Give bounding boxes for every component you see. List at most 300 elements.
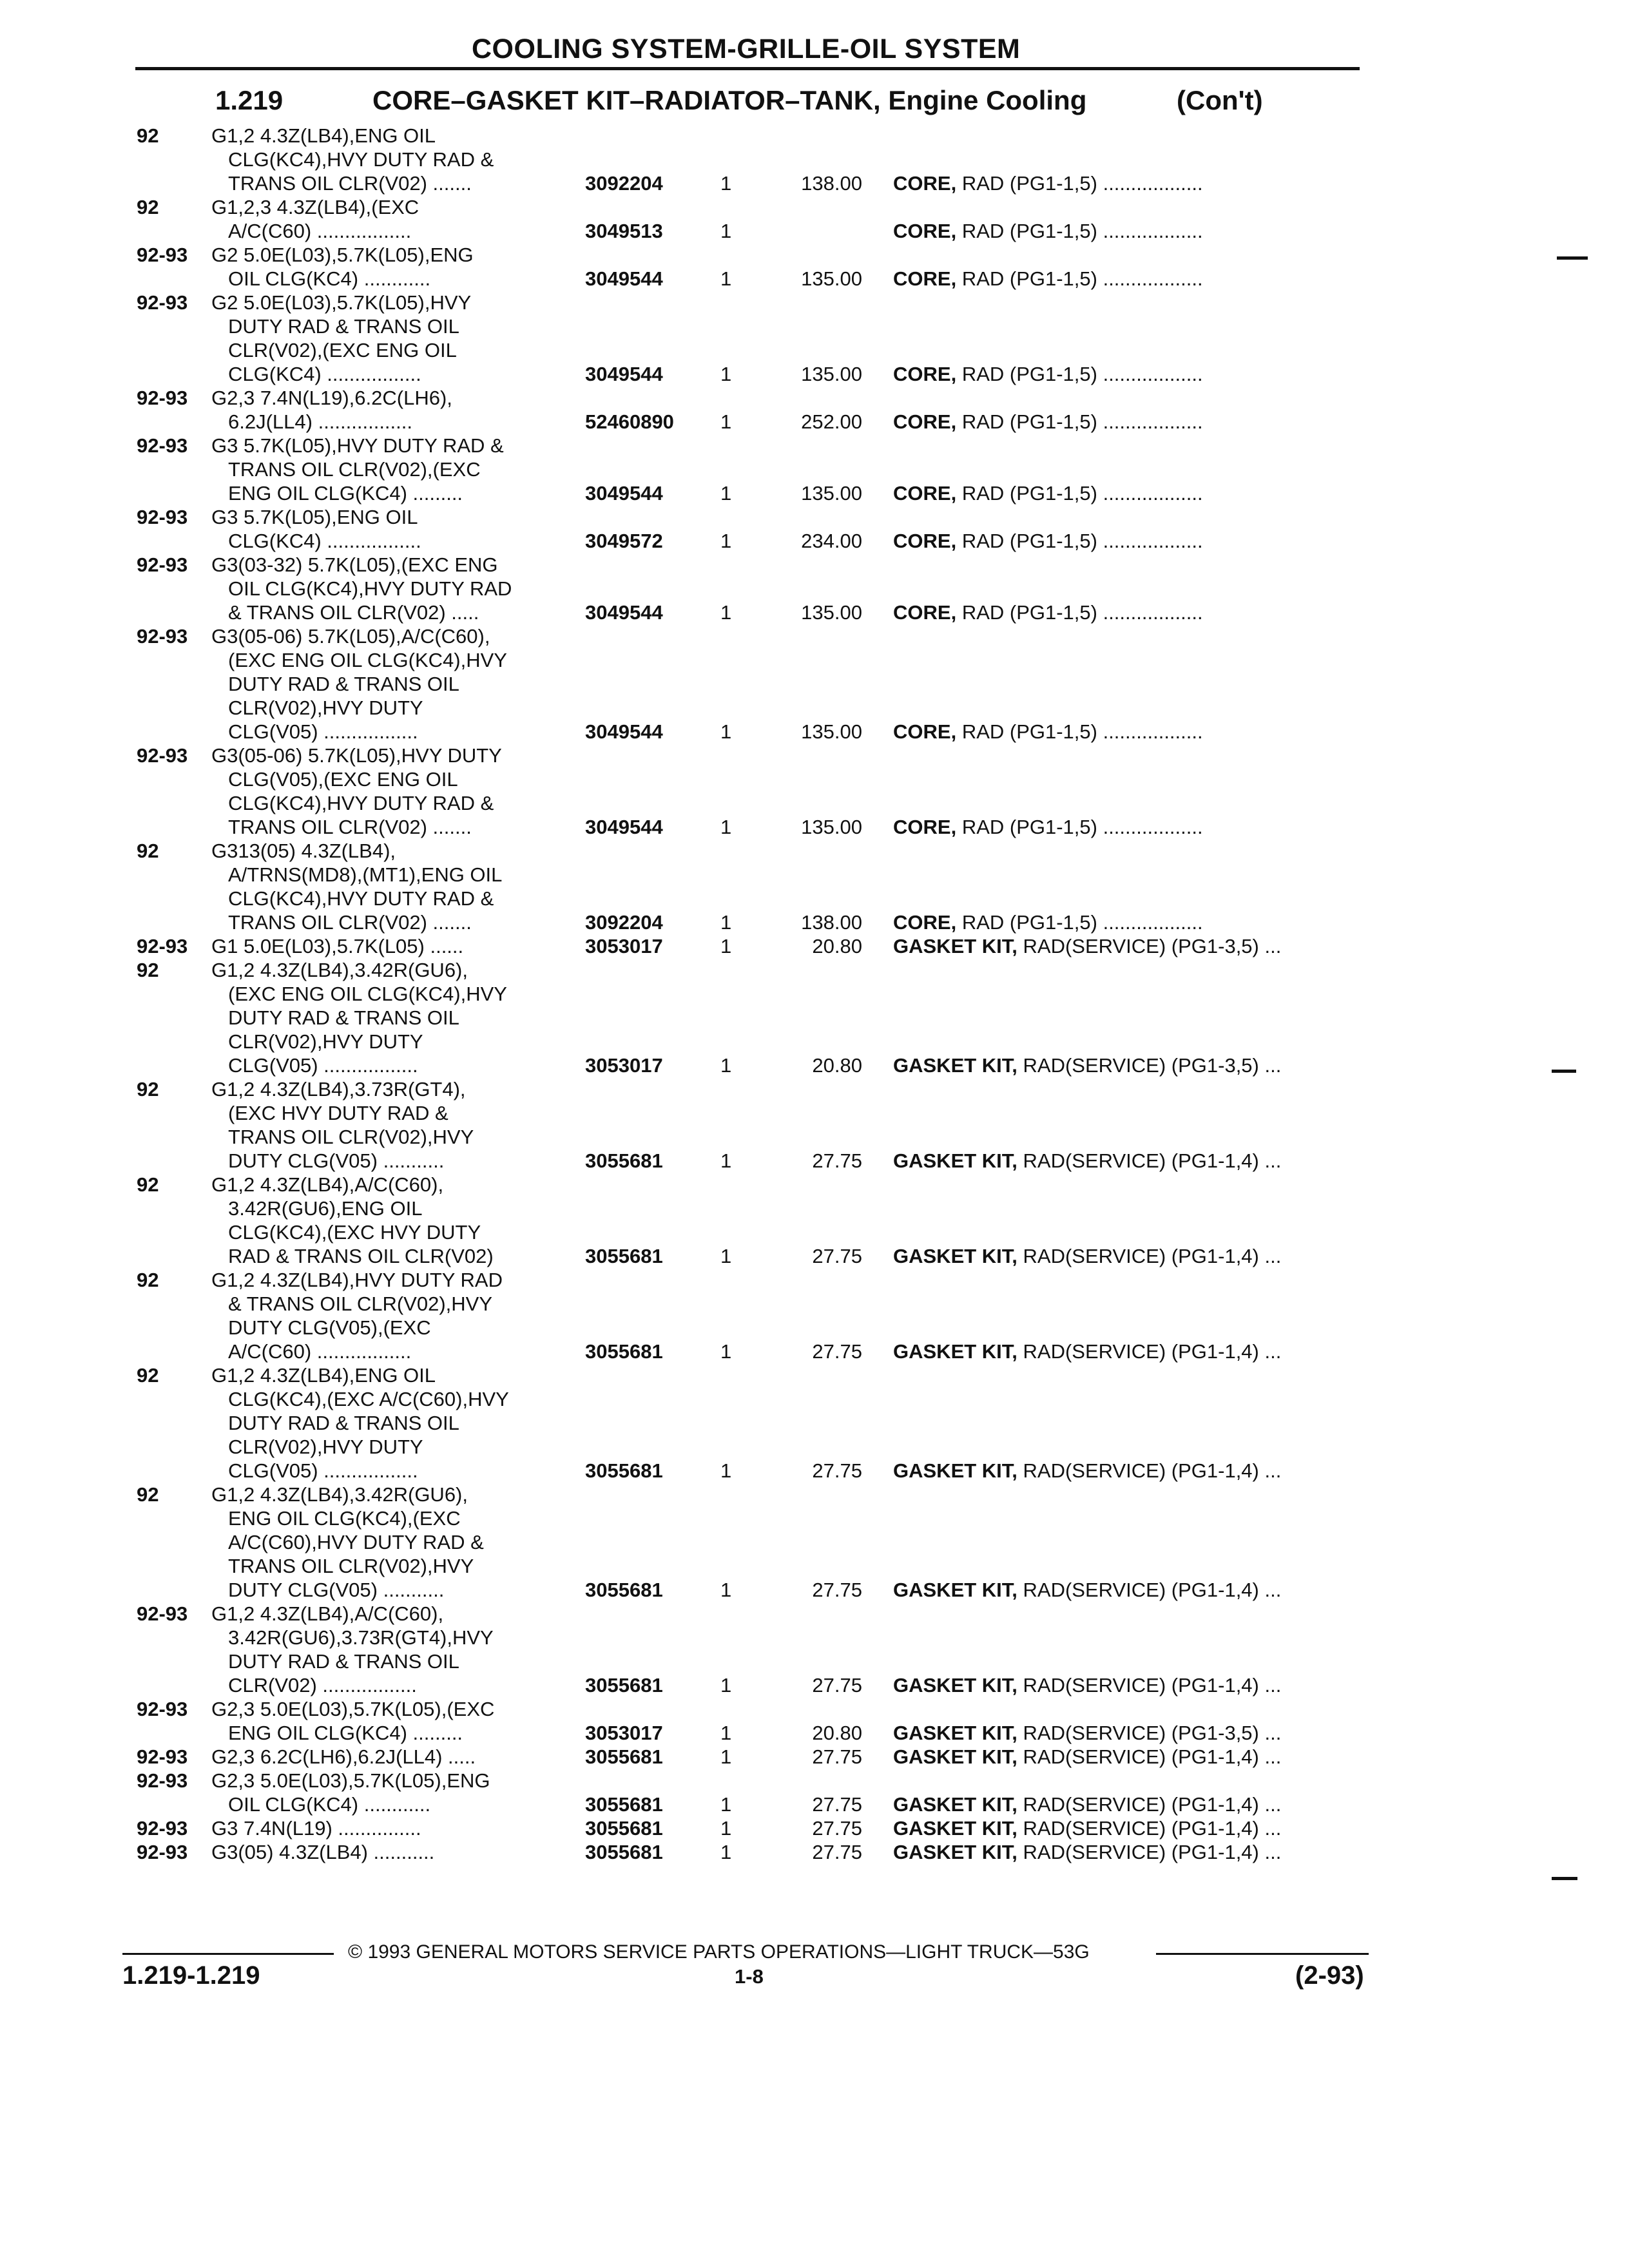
margin-mark — [1557, 256, 1588, 260]
price: 27.75 — [812, 1841, 862, 1863]
part-number: 3055681 — [585, 1579, 663, 1601]
application-description: CLR(V02),HVY DUTY — [228, 1030, 423, 1053]
quantity: 1 — [720, 816, 732, 838]
part-number: 3055681 — [585, 1459, 663, 1482]
application-description: DUTY CLG(V05),(EXC — [228, 1316, 431, 1339]
application-description: G2,3 5.0E(L03),5.7K(L05),(EXC — [211, 1698, 495, 1720]
part-name: GASKET KIT, — [893, 1054, 1017, 1077]
part-entry-continuation — [0, 1792, 1629, 1816]
part-entry-row — [0, 624, 1629, 648]
part-description — [893, 1244, 1357, 1268]
quantity: 1 — [720, 1054, 732, 1077]
quantity: 1 — [720, 220, 732, 242]
part-entry-continuation — [0, 171, 1629, 195]
part-detail: RAD (PG1-1,5) .................. — [961, 601, 1203, 624]
application-description: TRANS OIL CLR(V02) ....... — [228, 172, 472, 195]
application-description: ENG OIL CLG(KC4),(EXC — [228, 1507, 461, 1530]
part-entry-continuation — [0, 1101, 1629, 1125]
price: 27.75 — [812, 1817, 862, 1840]
part-entry-row — [0, 1363, 1629, 1387]
part-detail: RAD (PG1-1,5) .................. — [961, 172, 1203, 195]
part-entry-continuation — [0, 148, 1629, 171]
part-entry-continuation — [0, 672, 1629, 696]
quantity: 1 — [720, 530, 732, 552]
part-entry-continuation — [0, 1340, 1629, 1363]
quantity: 1 — [720, 911, 732, 934]
part-entry-row — [0, 958, 1629, 982]
application-description: A/C(C60),HVY DUTY RAD & — [228, 1531, 484, 1553]
application-description: G3(05-06) 5.7K(L05),HVY DUTY — [211, 744, 502, 767]
price: 135.00 — [801, 363, 862, 385]
quantity: 1 — [720, 482, 732, 505]
header-rule — [135, 67, 1360, 70]
part-number: 3049544 — [585, 720, 663, 743]
quantity: 1 — [720, 935, 732, 957]
part-description — [893, 362, 1357, 386]
application-description: 3.42R(GU6),3.73R(GT4),HVY — [228, 1626, 494, 1649]
price: 20.80 — [812, 935, 862, 957]
part-entry-continuation — [0, 815, 1629, 839]
parts-list — [0, 124, 1629, 1864]
part-entry-row — [0, 434, 1629, 457]
application-description: & TRANS OIL CLR(V02),HVY — [228, 1293, 493, 1315]
part-number: 52460890 — [585, 410, 674, 433]
price: 252.00 — [801, 410, 862, 433]
application-description: G2,3 6.2C(LH6),6.2J(LL4) ..... — [211, 1745, 476, 1768]
part-name: CORE, — [893, 530, 957, 552]
part-entry-continuation — [0, 267, 1629, 291]
part-entry-row — [0, 1769, 1629, 1792]
part-description — [893, 815, 1357, 839]
part-detail: RAD(SERVICE) (PG1-1,4) ... — [1023, 1340, 1282, 1363]
copyright-line: © 1993 GENERAL MOTORS SERVICE PARTS OPERATIONS—LIGHT TRUCK—53G — [348, 1941, 1090, 1963]
application-description: G1,2 4.3Z(LB4),ENG OIL — [211, 124, 436, 147]
application-description: TRANS OIL CLR(V02) ....... — [228, 911, 472, 934]
application-description: CLG(KC4),HVY DUTY RAD & — [228, 148, 494, 171]
application-description: 3.42R(GU6),ENG OIL — [228, 1197, 423, 1220]
part-name: CORE, — [893, 816, 957, 838]
quantity: 1 — [720, 1817, 732, 1840]
margin-mark — [1552, 1070, 1576, 1073]
price: 135.00 — [801, 267, 862, 290]
part-entry-continuation — [0, 1196, 1629, 1220]
model-year: 92-93 — [137, 1698, 188, 1720]
part-entry-continuation — [0, 982, 1629, 1006]
part-entry-continuation — [0, 577, 1629, 601]
part-detail: RAD(SERVICE) (PG1-3,5) ... — [1023, 1722, 1282, 1744]
model-year: 92-93 — [137, 1841, 188, 1863]
section-title: COOLING SYSTEM-GRILLE-OIL SYSTEM — [472, 34, 1021, 64]
part-number: 3055681 — [585, 1674, 663, 1696]
application-description: G1,2,3 4.3Z(LB4),(EXC — [211, 196, 419, 218]
part-detail: RAD(SERVICE) (PG1-1,4) ... — [1023, 1579, 1282, 1601]
model-year: 92-93 — [137, 1817, 188, 1840]
part-detail: RAD (PG1-1,5) .................. — [961, 363, 1203, 385]
part-entry-continuation — [0, 1006, 1629, 1030]
part-entry-continuation — [0, 1220, 1629, 1244]
part-detail: RAD (PG1-1,5) .................. — [961, 911, 1203, 934]
model-year: 92-93 — [137, 506, 188, 528]
application-description: CLG(V05) ................. — [228, 1459, 418, 1482]
quantity: 1 — [720, 1149, 732, 1172]
part-entry-continuation — [0, 887, 1629, 910]
part-description — [893, 1840, 1357, 1864]
quantity: 1 — [720, 720, 732, 743]
quantity: 1 — [720, 1459, 732, 1482]
part-number: 3053017 — [585, 935, 663, 957]
part-name: GASKET KIT, — [893, 1459, 1017, 1482]
part-entry-row — [0, 1816, 1629, 1840]
price: 135.00 — [801, 816, 862, 838]
part-entry-continuation — [0, 1554, 1629, 1578]
model-year: 92 — [137, 1078, 159, 1100]
application-description: TRANS OIL CLR(V02),HVY — [228, 1555, 474, 1577]
part-entry-continuation — [0, 648, 1629, 672]
part-entry-continuation — [0, 1030, 1629, 1053]
part-name: GASKET KIT, — [893, 1340, 1017, 1363]
part-entry-continuation — [0, 1649, 1629, 1673]
price: 20.80 — [812, 1722, 862, 1744]
part-name: CORE, — [893, 720, 957, 743]
margin-mark — [1552, 1877, 1577, 1880]
quantity: 1 — [720, 267, 732, 290]
footer-rule — [1156, 1953, 1369, 1955]
part-name: CORE, — [893, 363, 957, 385]
application-description: DUTY RAD & TRANS OIL — [228, 1412, 459, 1434]
part-name: CORE, — [893, 267, 957, 290]
part-detail: RAD(SERVICE) (PG1-1,4) ... — [1023, 1817, 1282, 1840]
part-number: 3055681 — [585, 1817, 663, 1840]
application-description: G3(05) 4.3Z(LB4) ........... — [211, 1841, 435, 1863]
part-number: 3049572 — [585, 530, 663, 552]
price: 27.75 — [812, 1459, 862, 1482]
price: 135.00 — [801, 482, 862, 505]
part-name: GASKET KIT, — [893, 1745, 1017, 1768]
model-year: 92-93 — [137, 1769, 188, 1792]
quantity: 1 — [720, 1722, 732, 1744]
part-detail: RAD (PG1-1,5) .................. — [961, 720, 1203, 743]
model-year: 92-93 — [137, 1602, 188, 1625]
part-entry-continuation — [0, 1578, 1629, 1602]
application-description: DUTY RAD & TRANS OIL — [228, 1006, 459, 1029]
application-description: CLG(V05),(EXC ENG OIL — [228, 768, 458, 791]
quantity: 1 — [720, 1245, 732, 1267]
quantity: 1 — [720, 1674, 732, 1696]
part-entry-row — [0, 553, 1629, 577]
quantity: 1 — [720, 1841, 732, 1863]
part-description — [893, 720, 1357, 744]
part-entry-row — [0, 1602, 1629, 1626]
part-number: 3053017 — [585, 1722, 663, 1744]
part-entry-continuation — [0, 1673, 1629, 1697]
part-entry-continuation — [0, 1053, 1629, 1077]
application-description: G1 5.0E(L03),5.7K(L05) ...... — [211, 935, 464, 957]
part-name: CORE, — [893, 220, 957, 242]
part-entry-continuation — [0, 1149, 1629, 1173]
application-description: CLG(KC4),HVY DUTY RAD & — [228, 887, 494, 910]
part-description — [893, 1578, 1357, 1602]
part-name: CORE, — [893, 172, 957, 195]
quantity: 1 — [720, 1340, 732, 1363]
part-entry-continuation — [0, 481, 1629, 505]
application-description: G3 7.4N(L19) ............... — [211, 1817, 421, 1840]
application-description: G2,3 7.4N(L19),6.2C(LH6), — [211, 387, 452, 409]
part-entry-continuation — [0, 529, 1629, 553]
application-description: DUTY CLG(V05) ........... — [228, 1579, 445, 1601]
part-number: 3055681 — [585, 1745, 663, 1768]
quantity: 1 — [720, 363, 732, 385]
part-entry-continuation — [0, 863, 1629, 887]
part-name: GASKET KIT, — [893, 1245, 1017, 1267]
application-description: CLR(V02) ................. — [228, 1674, 417, 1696]
part-entry-row — [0, 1745, 1629, 1769]
part-description — [893, 601, 1357, 624]
part-name: CORE, — [893, 410, 957, 433]
part-entry-continuation — [0, 219, 1629, 243]
part-entry-row — [0, 195, 1629, 219]
model-year: 92 — [137, 196, 159, 218]
application-description: TRANS OIL CLR(V02) ....... — [228, 816, 472, 838]
part-entry-continuation — [0, 410, 1629, 434]
model-year: 92-93 — [137, 291, 188, 314]
part-description — [893, 219, 1357, 243]
application-description: & TRANS OIL CLR(V02) ..... — [228, 601, 479, 624]
model-year: 92-93 — [137, 744, 188, 767]
part-entry-row — [0, 1173, 1629, 1196]
application-description: CLG(V05) ................. — [228, 720, 418, 743]
footer-range: 1.219-1.219 — [122, 1961, 260, 1990]
footer-date: (2-93) — [1295, 1961, 1364, 1990]
application-description: CLG(KC4),(EXC A/C(C60),HVY — [228, 1388, 509, 1410]
application-description: OIL CLG(KC4) ............ — [228, 267, 431, 290]
part-number: 3055681 — [585, 1793, 663, 1816]
application-description: G1,2 4.3Z(LB4),3.42R(GU6), — [211, 1483, 468, 1506]
model-year: 92 — [137, 1483, 159, 1506]
part-name: CORE, — [893, 911, 957, 934]
application-description: (EXC ENG OIL CLG(KC4),HVY — [228, 983, 507, 1005]
part-description — [893, 1340, 1357, 1363]
price: 27.75 — [812, 1793, 862, 1816]
part-entry-row — [0, 124, 1629, 148]
part-entry-continuation — [0, 338, 1629, 362]
price: 27.75 — [812, 1149, 862, 1172]
part-description — [893, 1459, 1357, 1483]
part-detail: RAD(SERVICE) (PG1-1,4) ... — [1023, 1841, 1282, 1863]
price: 27.75 — [812, 1745, 862, 1768]
part-number: 3055681 — [585, 1340, 663, 1363]
application-description: DUTY RAD & TRANS OIL — [228, 1650, 459, 1673]
part-entry-continuation — [0, 767, 1629, 791]
application-description: 6.2J(LL4) ................. — [228, 410, 412, 433]
model-year: 92-93 — [137, 935, 188, 957]
application-description: OIL CLG(KC4),HVY DUTY RAD — [228, 577, 512, 600]
application-description: G2 5.0E(L03),5.7K(L05),HVY — [211, 291, 472, 314]
part-entry-continuation — [0, 362, 1629, 386]
application-description: G1,2 4.3Z(LB4),3.73R(GT4), — [211, 1078, 466, 1100]
part-detail: RAD(SERVICE) (PG1-1,4) ... — [1023, 1745, 1282, 1768]
application-description: CLG(KC4),HVY DUTY RAD & — [228, 792, 494, 814]
application-description: (EXC HVY DUTY RAD & — [228, 1102, 448, 1124]
part-entry-continuation — [0, 791, 1629, 815]
part-number: 3053017 — [585, 1054, 663, 1077]
part-entry-continuation — [0, 720, 1629, 744]
price: 135.00 — [801, 720, 862, 743]
part-description — [893, 1792, 1357, 1816]
part-description — [893, 1745, 1357, 1769]
application-description: ENG OIL CLG(KC4) ......... — [228, 482, 463, 505]
application-description: A/C(C60) ................. — [228, 1340, 412, 1363]
part-name: CORE, — [893, 601, 957, 624]
price: 27.75 — [812, 1579, 862, 1601]
part-detail: RAD (PG1-1,5) .................. — [961, 267, 1203, 290]
model-year: 92-93 — [137, 244, 188, 266]
model-year: 92-93 — [137, 553, 188, 576]
part-entry-continuation — [0, 1506, 1629, 1530]
price: 234.00 — [801, 530, 862, 552]
application-description: G1,2 4.3Z(LB4),ENG OIL — [211, 1364, 436, 1387]
part-number: 3049544 — [585, 482, 663, 505]
part-detail: RAD (PG1-1,5) .................. — [961, 816, 1203, 838]
part-description — [893, 171, 1357, 195]
part-entry-continuation — [0, 1125, 1629, 1149]
application-description: CLR(V02),(EXC ENG OIL — [228, 339, 457, 361]
part-entry-row — [0, 839, 1629, 863]
application-description: A/C(C60) ................. — [228, 220, 412, 242]
application-description: DUTY CLG(V05) ........... — [228, 1149, 445, 1172]
application-description: G3 5.7K(L05),ENG OIL — [211, 506, 418, 528]
price: 20.80 — [812, 1054, 862, 1077]
model-year: 92-93 — [137, 434, 188, 457]
model-year: 92 — [137, 959, 159, 981]
part-name: GASKET KIT, — [893, 1817, 1017, 1840]
part-detail: RAD(SERVICE) (PG1-1,4) ... — [1023, 1149, 1282, 1172]
model-year: 92 — [137, 124, 159, 147]
part-entry-row — [0, 1268, 1629, 1292]
application-description: DUTY RAD & TRANS OIL — [228, 673, 459, 695]
part-detail: RAD(SERVICE) (PG1-1,4) ... — [1023, 1793, 1282, 1816]
part-number: 3049544 — [585, 816, 663, 838]
part-description — [893, 267, 1357, 291]
part-name: GASKET KIT, — [893, 1722, 1017, 1744]
part-description — [893, 410, 1357, 434]
part-number: 3049544 — [585, 363, 663, 385]
quantity: 1 — [720, 410, 732, 433]
part-entry-continuation — [0, 1411, 1629, 1435]
application-description: ENG OIL CLG(KC4) ......... — [228, 1722, 463, 1744]
part-entry-continuation — [0, 1387, 1629, 1411]
part-entry-row — [0, 744, 1629, 767]
part-description — [893, 1721, 1357, 1745]
part-entry-continuation — [0, 1244, 1629, 1268]
application-description: G1,2 4.3Z(LB4),HVY DUTY RAD — [211, 1269, 503, 1291]
model-year: 92 — [137, 1173, 159, 1196]
part-detail: RAD(SERVICE) (PG1-3,5) ... — [1023, 1054, 1282, 1077]
part-description — [893, 481, 1357, 505]
part-number: 3092204 — [585, 172, 663, 195]
part-detail: RAD(SERVICE) (PG1-1,4) ... — [1023, 1245, 1282, 1267]
part-entry-row — [0, 243, 1629, 267]
part-entry-continuation — [0, 1292, 1629, 1316]
part-detail: RAD(SERVICE) (PG1-1,4) ... — [1023, 1459, 1282, 1482]
model-year: 92-93 — [137, 625, 188, 648]
part-entry-continuation — [0, 314, 1629, 338]
application-description: G3(05-06) 5.7K(L05),A/C(C60), — [211, 625, 490, 648]
part-number: 3055681 — [585, 1841, 663, 1863]
part-name: CORE, — [893, 482, 957, 505]
application-description: CLR(V02),HVY DUTY — [228, 697, 423, 719]
part-number: 3049544 — [585, 601, 663, 624]
price: 138.00 — [801, 911, 862, 934]
quantity: 1 — [720, 601, 732, 624]
part-name: GASKET KIT, — [893, 1841, 1017, 1863]
application-description: G313(05) 4.3Z(LB4), — [211, 840, 396, 862]
part-detail: RAD(SERVICE) (PG1-1,4) ... — [1023, 1674, 1282, 1696]
price: 135.00 — [801, 601, 862, 624]
quantity: 1 — [720, 172, 732, 195]
model-year: 92 — [137, 1364, 159, 1387]
part-description — [893, 934, 1357, 958]
application-description: RAD & TRANS OIL CLR(V02) — [228, 1245, 494, 1267]
part-description — [893, 1816, 1357, 1840]
model-year: 92-93 — [137, 1745, 188, 1768]
part-name: GASKET KIT, — [893, 1674, 1017, 1696]
part-description — [893, 1673, 1357, 1697]
part-name: GASKET KIT, — [893, 935, 1017, 957]
part-number: 3055681 — [585, 1245, 663, 1267]
application-description: CLG(KC4) ................. — [228, 530, 421, 552]
price: 27.75 — [812, 1245, 862, 1267]
model-year: 92 — [137, 840, 159, 862]
quantity: 1 — [720, 1793, 732, 1816]
application-description: G2 5.0E(L03),5.7K(L05),ENG — [211, 244, 474, 266]
part-detail: RAD (PG1-1,5) .................. — [961, 220, 1203, 242]
footer-rule — [122, 1953, 334, 1955]
price: 138.00 — [801, 172, 862, 195]
part-entry-continuation — [0, 457, 1629, 481]
price: 27.75 — [812, 1674, 862, 1696]
application-description: TRANS OIL CLR(V02),(EXC — [228, 458, 481, 481]
part-entry-continuation — [0, 601, 1629, 624]
part-entry-row — [0, 1840, 1629, 1864]
part-entry-continuation — [0, 1435, 1629, 1459]
part-detail: RAD(SERVICE) (PG1-3,5) ... — [1023, 935, 1282, 957]
application-description: G3(03-32) 5.7K(L05),(EXC ENG — [211, 553, 498, 576]
part-description — [893, 1053, 1357, 1077]
part-entry-row — [0, 1697, 1629, 1721]
part-entry-continuation — [0, 910, 1629, 934]
application-description: (EXC ENG OIL CLG(KC4),HVY — [228, 649, 507, 671]
application-description: G1,2 4.3Z(LB4),A/C(C60), — [211, 1173, 444, 1196]
application-description: CLG(KC4),(EXC HVY DUTY — [228, 1221, 481, 1244]
application-description: OIL CLG(KC4) ............ — [228, 1793, 431, 1816]
part-detail: RAD (PG1-1,5) .................. — [961, 482, 1203, 505]
part-description — [893, 529, 1357, 553]
application-description: CLG(V05) ................. — [228, 1054, 418, 1077]
part-number: 3049513 — [585, 220, 663, 242]
application-description: TRANS OIL CLR(V02),HVY — [228, 1126, 474, 1148]
part-entry-row — [0, 1077, 1629, 1101]
part-entry-continuation — [0, 1530, 1629, 1554]
part-detail: RAD (PG1-1,5) .................. — [961, 410, 1203, 433]
page-number: 1-8 — [735, 1965, 764, 1988]
application-description: CLR(V02),HVY DUTY — [228, 1436, 423, 1458]
part-entry-continuation — [0, 1721, 1629, 1745]
part-entry-continuation — [0, 1316, 1629, 1340]
application-description: CLG(KC4) ................. — [228, 363, 421, 385]
part-name: GASKET KIT, — [893, 1579, 1017, 1601]
application-description: G3 5.7K(L05),HVY DUTY RAD & — [211, 434, 504, 457]
part-entry-continuation — [0, 1459, 1629, 1483]
